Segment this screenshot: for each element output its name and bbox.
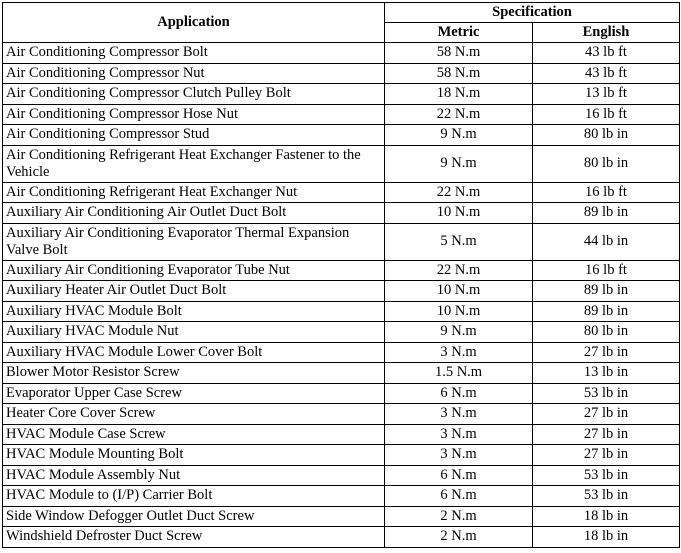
metric-cell: 10 N.m	[385, 281, 533, 302]
metric-cell: 22 N.m	[385, 182, 533, 203]
metric-cell: 58 N.m	[385, 63, 533, 84]
english-cell: 53 lb in	[533, 383, 680, 404]
english-cell: 16 lb ft	[533, 104, 680, 125]
table-row	[3, 322, 680, 343]
application-cell: Air Conditioning Refrigerant Heat Exchanger Fastener to the Vehicle	[3, 145, 385, 182]
application-cell: HVAC Module Mounting Bolt	[3, 445, 385, 466]
header-row-top	[3, 3, 680, 23]
english-cell: 80 lb in	[533, 125, 680, 146]
english-cell: 16 lb ft	[533, 260, 680, 281]
metric-cell: 3 N.m	[385, 404, 533, 425]
table-row	[3, 383, 680, 404]
metric-cell: 2 N.m	[385, 527, 533, 548]
metric-cell: 22 N.m	[385, 104, 533, 125]
metric-cell: 6 N.m	[385, 486, 533, 507]
table-row	[3, 84, 680, 105]
english-cell: 27 lb in	[533, 404, 680, 425]
metric-cell: 3 N.m	[385, 342, 533, 363]
metric-cell: 9 N.m	[385, 145, 533, 182]
english-cell: 27 lb in	[533, 342, 680, 363]
english-cell: 16 lb ft	[533, 182, 680, 203]
english-cell: 44 lb in	[533, 223, 680, 260]
english-cell: 80 lb in	[533, 322, 680, 343]
application-cell: Air Conditioning Compressor Nut	[3, 63, 385, 84]
english-cell: 89 lb in	[533, 203, 680, 224]
table-row	[3, 445, 680, 466]
application-cell: Side Window Defogger Outlet Duct Screw	[3, 506, 385, 527]
application-cell: Air Conditioning Compressor Hose Nut	[3, 104, 385, 125]
application-cell: Air Conditioning Compressor Clutch Pulley Bolt	[3, 84, 385, 105]
application-cell: Auxiliary HVAC Module Lower Cover Bolt	[3, 342, 385, 363]
metric-cell: 1.5 N.m	[385, 363, 533, 384]
english-cell: 80 lb in	[533, 145, 680, 182]
table-row	[3, 527, 680, 548]
metric-cell: 9 N.m	[385, 322, 533, 343]
table-body	[3, 43, 680, 548]
application-cell: Air Conditioning Compressor Stud	[3, 125, 385, 146]
table-row	[3, 486, 680, 507]
table-row	[3, 301, 680, 322]
table-row	[3, 506, 680, 527]
application-cell: Air Conditioning Compressor Bolt	[3, 43, 385, 64]
metric-column-header: Metric	[385, 23, 533, 43]
metric-cell: 9 N.m	[385, 125, 533, 146]
english-cell: 53 lb in	[533, 486, 680, 507]
english-column-header: English	[533, 23, 680, 43]
metric-cell: 10 N.m	[385, 203, 533, 224]
english-cell: 13 lb in	[533, 363, 680, 384]
english-cell: 89 lb in	[533, 301, 680, 322]
table-row	[3, 104, 680, 125]
application-cell: Heater Core Cover Screw	[3, 404, 385, 425]
metric-cell: 2 N.m	[385, 506, 533, 527]
english-cell: 18 lb in	[533, 527, 680, 548]
metric-cell: 10 N.m	[385, 301, 533, 322]
metric-cell: 18 N.m	[385, 84, 533, 105]
english-cell: 27 lb in	[533, 424, 680, 445]
table-row	[3, 363, 680, 384]
english-cell: 43 lb ft	[533, 43, 680, 64]
table-row	[3, 404, 680, 425]
metric-cell: 3 N.m	[385, 424, 533, 445]
table-row	[3, 342, 680, 363]
table-row	[3, 260, 680, 281]
table-row	[3, 223, 680, 260]
table-row	[3, 203, 680, 224]
application-cell: Auxiliary HVAC Module Nut	[3, 322, 385, 343]
application-cell: Blower Motor Resistor Screw	[3, 363, 385, 384]
application-cell: HVAC Module Assembly Nut	[3, 465, 385, 486]
english-cell: 89 lb in	[533, 281, 680, 302]
application-cell: Windshield Defroster Duct Screw	[3, 527, 385, 548]
application-cell: Air Conditioning Refrigerant Heat Exchanger Nut	[3, 182, 385, 203]
metric-cell: 6 N.m	[385, 465, 533, 486]
application-cell: Auxiliary Air Conditioning Evaporator Tube Nut	[3, 260, 385, 281]
english-cell: 27 lb in	[533, 445, 680, 466]
table-row	[3, 145, 680, 182]
metric-cell: 3 N.m	[385, 445, 533, 466]
application-cell: Auxiliary Air Conditioning Evaporator Thermal Expansion Valve Bolt	[3, 223, 385, 260]
english-cell: 18 lb in	[533, 506, 680, 527]
english-cell: 43 lb ft	[533, 63, 680, 84]
application-cell: Auxiliary HVAC Module Bolt	[3, 301, 385, 322]
table-header	[3, 3, 680, 43]
english-cell: 13 lb ft	[533, 84, 680, 105]
application-column-header: Application	[3, 3, 385, 43]
metric-cell: 22 N.m	[385, 260, 533, 281]
table-row	[3, 424, 680, 445]
table-row	[3, 182, 680, 203]
english-cell: 53 lb in	[533, 465, 680, 486]
application-cell: Auxiliary Heater Air Outlet Duct Bolt	[3, 281, 385, 302]
application-cell: HVAC Module Case Screw	[3, 424, 385, 445]
application-cell: Evaporator Upper Case Screw	[3, 383, 385, 404]
application-cell: HVAC Module to (I/P) Carrier Bolt	[3, 486, 385, 507]
metric-cell: 6 N.m	[385, 383, 533, 404]
table-row	[3, 63, 680, 84]
metric-cell: 5 N.m	[385, 223, 533, 260]
metric-cell: 58 N.m	[385, 43, 533, 64]
application-cell: Auxiliary Air Conditioning Air Outlet Duct Bolt	[3, 203, 385, 224]
table-row	[3, 465, 680, 486]
fastener-specification-table	[2, 2, 680, 548]
specification-column-header: Specification	[385, 3, 680, 23]
table-row	[3, 43, 680, 64]
table-row	[3, 281, 680, 302]
table-row	[3, 125, 680, 146]
